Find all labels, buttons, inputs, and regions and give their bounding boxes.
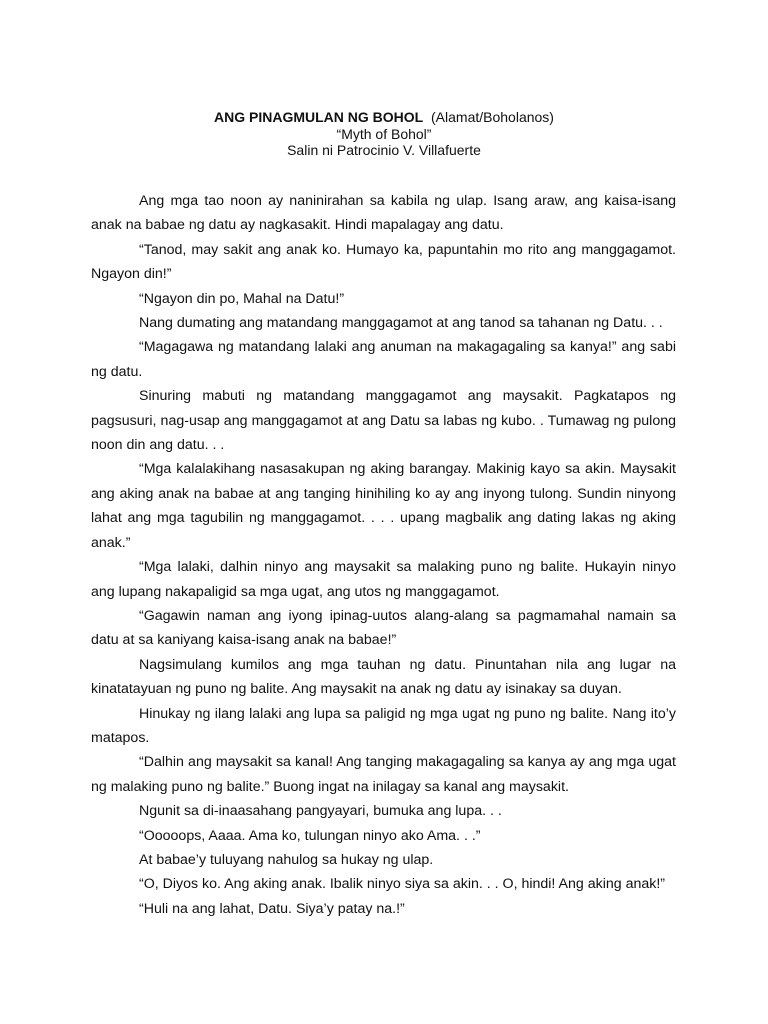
document-subtitle: “Myth of Bohol” [336, 125, 432, 142]
title-line [0, 109, 768, 126]
paragraph: “Dalhin ang maysakit sa kanal! Ang tanging makagagaling sa kanya ay ang mga ugat ng malaking puno ng balite.” Buong ingat na inilagay sa kanal ang maysakit. [91, 754, 676, 795]
paragraph: Ang mga tao noon ay naninirahan sa kabila ng ulap. Isang araw, ang kaisa-isang anak na babae ng datu ay nagkasakit. Hindi mapalagay ang datu. [91, 193, 676, 234]
title-note: (Alamat/Boholanos) [431, 109, 554, 125]
paragraph: “Magagawa ng matandang lalaki ang anuman na makagagaling sa kanya!” ang sabi ng datu. [91, 339, 676, 380]
translator-credit: Salin ni Patrocinio V. Villafuerte [287, 142, 481, 158]
story-body [91, 189, 676, 921]
paragraph: “Huli na ang lahat, Datu. Siya’y patay na.!” [139, 900, 405, 917]
paragraph: “Ngayon din po, Mahal na Datu!” [139, 290, 345, 307]
paragraph: At babae’y tuluyang nahulog sa hukay ng ulap. [139, 851, 434, 868]
paragraph: “Ooooops, Aaaa. Ama ko, tulungan ninyo ako Ama. . .” [139, 827, 481, 844]
document-heading [0, 109, 768, 159]
paragraph: Nang dumating ang matandang manggagamot at ang tanod sa tahanan ng Datu. . . [139, 315, 663, 332]
paragraph: “Mga kalalakihang nasasakupan ng aking barangay. Makinig kayo sa akin. Maysakit ang aking anak na babae at ang tanging hinihiling ko ay ang inyong tulong. Sundin ninyong lahat ang mga tagubilin ng manggagamot. . . . upang magbalik ang dating lakas ng aking anak.” [91, 461, 676, 551]
paragraph: “Gagawin naman ang iyong ipinag-uutos alang-alang sa pagmamahal namain sa datu at sa kaniyang kaisa-isang anak na babae!” [91, 607, 676, 649]
paragraph: “Mga lalaki, dalhin ninyo ang maysakit sa malaking puno ng balite. Hukayin ninyo ang lupang nakapaligid sa mga ugat, ang utos ng manggagamot. [91, 559, 676, 600]
paragraph: Ngunit sa di-inaasahang pangyayari, bumuka ang lupa. . . [139, 803, 502, 820]
document-title: ANG PINAGMULAN NG BOHOL [214, 109, 424, 125]
paragraph: Hinukay ng ilang lalaki ang lupa sa paligid ng mga ugat ng puno ng balite. Nang ito’y matapos. [91, 705, 676, 746]
paragraph: Nagsimulang kumilos ang mga tauhan ng datu. Pinuntahan nila ang lugar na kinatatayuan ng puno ng balite. Ang maysakit na anak ng datu ay isinakay sa duyan. [91, 656, 676, 698]
paragraph: “O, Diyos ko. Ang aking anak. Ibalik ninyo siya sa akin. . . O, hindi! Ang aking anak!” [139, 876, 666, 893]
paragraph: Sinuring mabuti ng matandang manggagamot ang maysakit. Pagkatapos ng pagsusuri, nag-usap ang manggagamot at ang Datu sa labas ng kubo. . Tumawag ng pulong noon din ang datu. . . [91, 388, 676, 454]
paragraph: “Tanod, may sakit ang anak ko. Humayo ka, papuntahin mo rito ang manggagamot. Ngayon din!” [91, 241, 676, 283]
